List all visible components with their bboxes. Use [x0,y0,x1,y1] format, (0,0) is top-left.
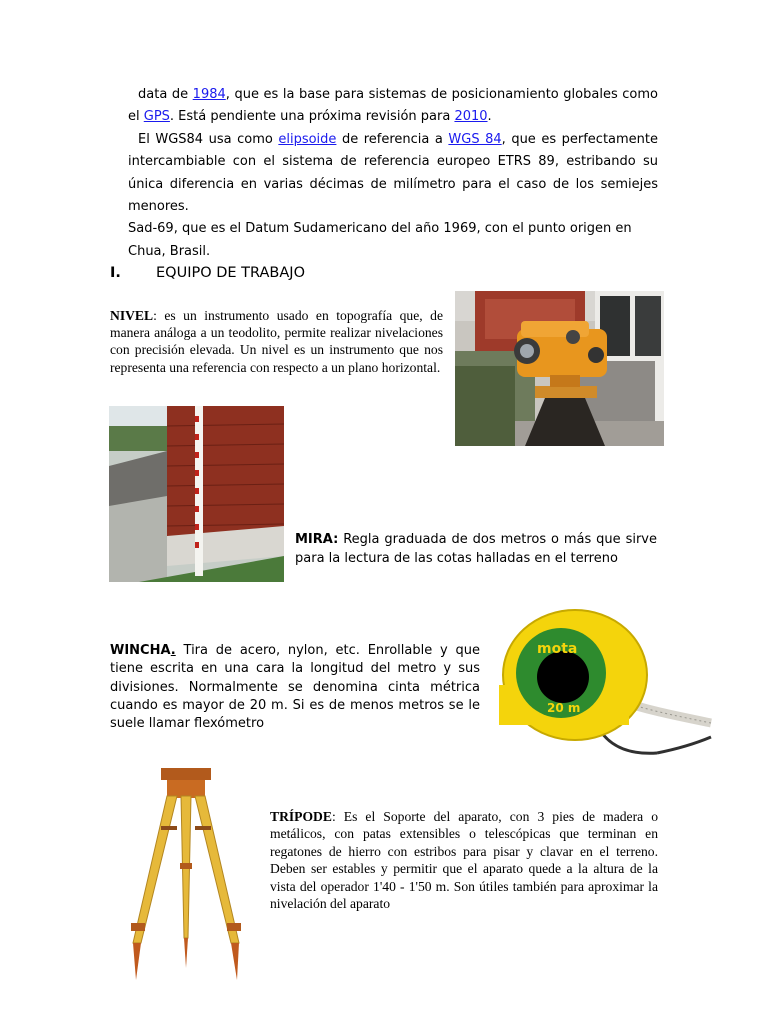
level-instrument-photo [455,291,664,446]
wincha-text: Tira de acero, nylon, etc. Enrollable y que tiene escrita en una cara la longitud del metro y sus divisiones. Normalmente se denomina cinta métrica cuando es mayor de 20 m. Si es de menos metros se le suele llamar flexómetro [110,643,480,732]
section-heading [110,265,305,281]
link-2010[interactable]: 2010 [454,109,488,125]
leveling-staff-photo [109,406,284,582]
mira-term: MIRA: [295,532,339,547]
tripode-description [270,808,658,912]
link-1984[interactable]: 1984 [192,87,226,102]
nivel-description [110,307,443,376]
nivel-term: NIVEL [110,308,154,323]
wincha-term [110,643,176,658]
tripode-text: : Es el Soporte del aparato, con 3 pies de madera o metálicos, con patas extensibles o telescópicas que terminan en regatones de hierro con estribos para pisar y clavar en el terreno. Deben ser estables y permitir que el aparato quede a la altura de la vista del operador 1'40 - 1'50 m. Son útiles también para aproximar la nivelación del aparato [270,809,658,912]
tape-length-label: 20 m [547,701,581,715]
intro-text [128,84,658,263]
wincha-term-word: WINCHA [110,643,171,658]
intro-paragraph-1 [128,84,658,129]
text-span: , que es la base para sistemas de posicionamiento globales como el [128,87,659,125]
mira-description [295,530,657,568]
tape-brand-label: mota [537,641,578,657]
wincha-term-punct: . [170,643,176,658]
text-span: , que es perfectamente intercambiable con el sistema de referencia europeo ETRS 89, estribando su única diferencia en varias décimas de milímetro para el caso de los semiejes menores. [128,131,659,215]
measuring-tape-photo [497,605,715,763]
text-span: data de [138,87,193,102]
tripode-term: TRÍPODE [270,809,332,824]
link-wgs84[interactable]: WGS 84 [448,131,502,147]
text-span: . Está pendiente una próxima revisión para [169,109,455,125]
text-span: El WGS84 usa como [138,131,279,147]
link-gps[interactable]: GPS [143,109,170,125]
wincha-description [110,642,480,733]
text-span: . [487,109,492,125]
nivel-text: : es un instrumento usado en topografía que, de manera análoga a un teodolito, permite realizar nivelaciones con precisión elevada. Un nivel es un instrumento que nos representa una referencia con respecto a un plano horizontal. [110,308,443,375]
section-number: I. [110,265,121,281]
intro-paragraph-4: Chua, Brasil. [128,243,211,259]
section-title: EQUIPO DE TRABAJO [156,265,305,281]
intro-paragraph-3: Sad-69, que es el Datum Sudamericano del año 1969, con el punto origen en [128,221,632,237]
mira-text: Regla graduada de dos metros o más que sirve para la lectura de las cotas halladas en el terreno [295,532,657,566]
tripod-photo [125,768,247,983]
link-elipsoide[interactable]: elipsoide [278,131,337,147]
text-span: de referencia a [336,131,449,147]
intro-paragraph-2 [128,129,658,219]
